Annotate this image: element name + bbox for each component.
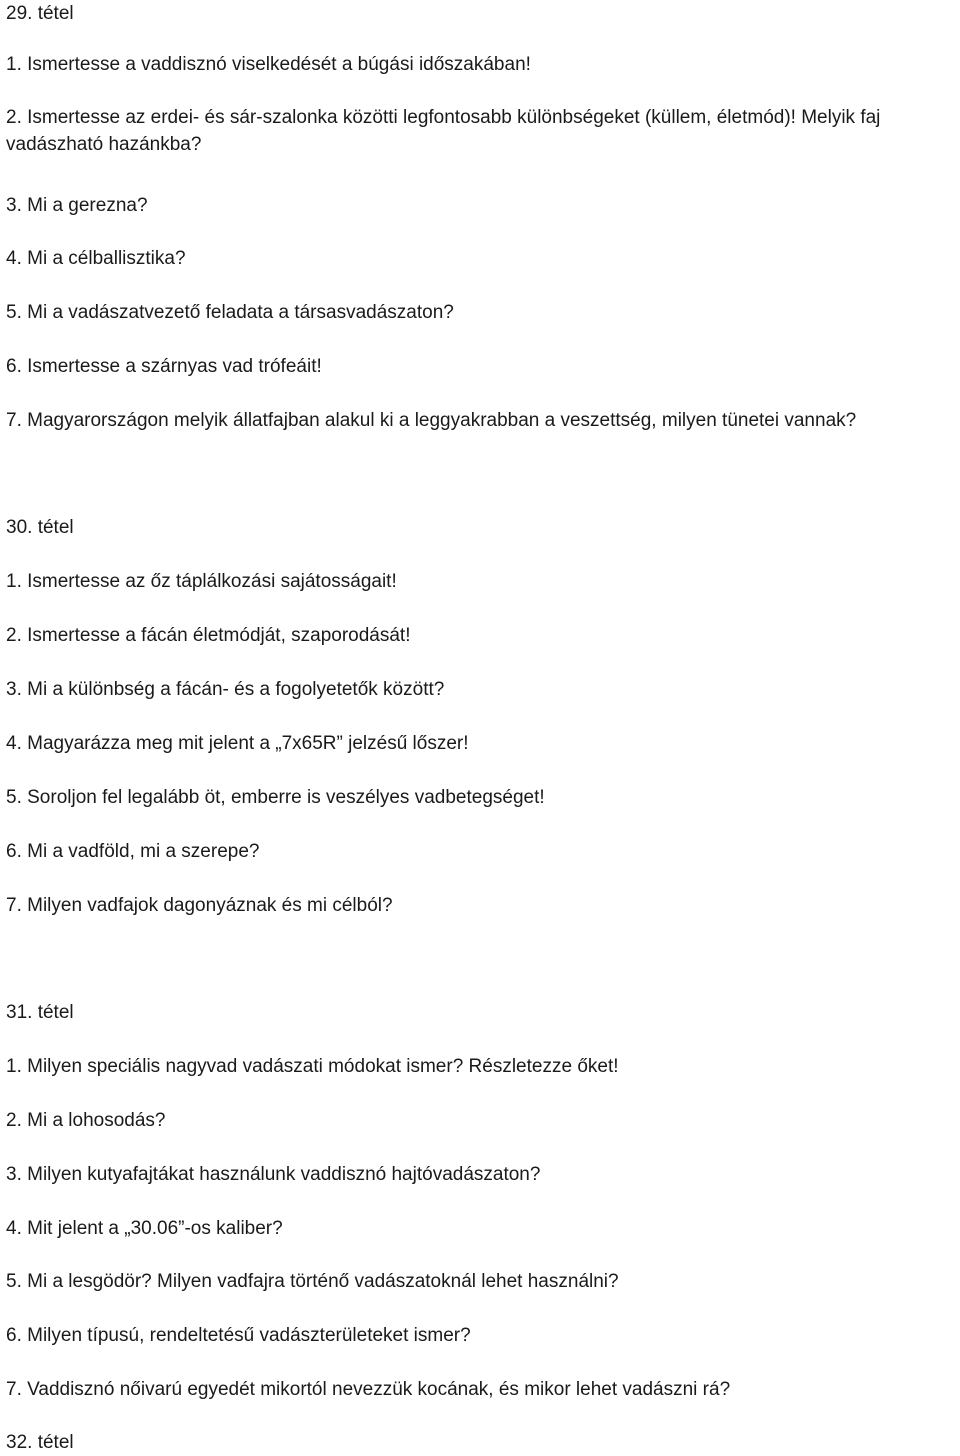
question-item: 1. Milyen speciális nagyvad vadászati módokat ismer? Részletezze őket! [6,1056,619,1077]
section-title: 31. tétel [6,1002,74,1023]
question-item: 6. Ismertesse a szárnyas vad trófeáit! [6,356,322,377]
question-item: 6. Mi a vadföld, mi a szerepe? [6,841,260,862]
question-item: 2. Ismertesse a fácán életmódját, szaporodását! [6,625,411,646]
question-item: 3. Mi a gerezna? [6,195,148,216]
question-item: 5. Mi a vadászatvezető feladata a társasvadászaton? [6,302,454,323]
question-item: 6. Milyen típusú, rendeltetésű vadászterületeket ismer? [6,1325,471,1346]
section-title: 32. tétel [6,1432,74,1453]
question-item: 7. Vaddisznó nőivarú egyedét mikortól nevezzük kocának, és mikor lehet vadászni rá? [6,1379,731,1400]
question-item: 2. Ismertesse az erdei- és sár-szalonka közötti legfontosabb különbségeket (küllem, életmód)! Melyik faj vadászható hazánkba? [6,107,881,155]
section-title: 30. tétel [6,517,74,538]
question-item: 7. Magyarországon melyik állatfajban alakul ki a leggyakrabban a veszettség, milyen tünetei vannak? [6,410,857,431]
question-item: 4. Mit jelent a „30.06”-os kaliber? [6,1218,283,1239]
question-item: 5. Mi a lesgödör? Milyen vadfajra történő vadászatoknál lehet használni? [6,1271,619,1292]
section-title: 29. tétel [6,3,74,24]
question-item: 2. Mi a lohosodás? [6,1110,166,1131]
question-item: 5. Soroljon fel legalább öt, emberre is veszélyes vadbetegséget! [6,787,545,808]
question-item: 1. Ismertesse a vaddisznó viselkedését a búgási időszakában! [6,54,531,75]
question-item: 3. Milyen kutyafajtákat használunk vaddisznó hajtóvadászaton? [6,1164,541,1185]
question-item: 3. Mi a különbség a fácán- és a fogolyetetők között? [6,679,445,700]
question-item: 7. Milyen vadfajok dagonyáznak és mi célból? [6,895,393,916]
question-item: 4. Magyarázza meg mit jelent a „7x65R” jelzésű lőszer! [6,733,469,754]
question-item: 1. Ismertesse az őz táplálkozási sajátosságait! [6,571,397,592]
question-item: 4. Mi a célballisztika? [6,248,186,269]
